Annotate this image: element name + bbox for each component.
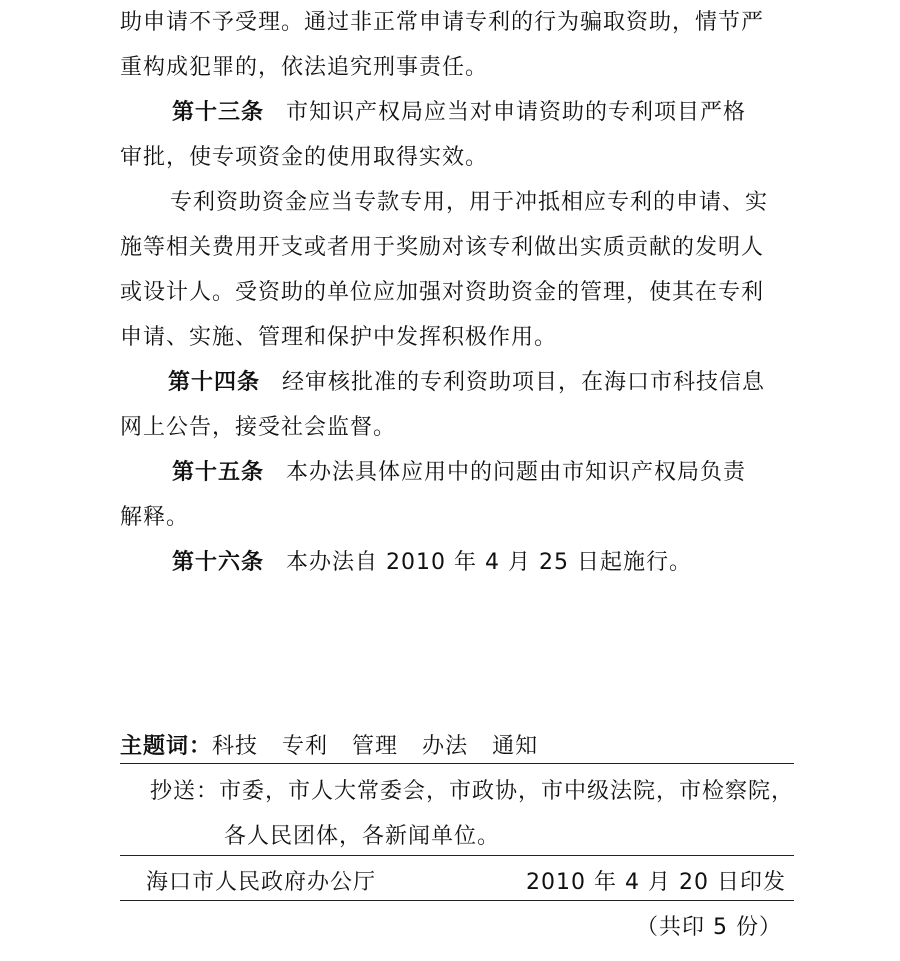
article-16-title: 第十六条	[172, 550, 265, 575]
article-16	[172, 548, 692, 578]
article-13-title: 第十三条	[172, 100, 265, 125]
keyword: 专利	[282, 734, 329, 759]
copies-count: （共印 5 份）	[636, 915, 782, 940]
body-line: 审批，使专项资金的使用取得实效。	[120, 145, 489, 170]
keywords-row	[120, 732, 538, 762]
article-15-text: 本办法具体应用中的问题由市知识产权局负责	[286, 460, 747, 485]
article-14	[168, 368, 765, 398]
body-line: 或设计人。受资助的单位应加强对资助资金的管理，使其在专利	[120, 280, 765, 305]
cc-line: 各人民团体，各新闻单位。	[224, 824, 501, 849]
cc-line: 抄送：市委，市人大常委会，市政协，市中级法院，市检察院，	[150, 779, 795, 804]
divider-rule	[120, 900, 794, 901]
issue-date: 2010 年 4 月 20 日印发	[526, 870, 786, 895]
article-14-text: 经审核批准的专利资助项目，在海口市科技信息	[282, 370, 766, 395]
body-line: 重构成犯罪的，依法追究刑事责任。	[120, 55, 489, 80]
body-line: 解释。	[120, 505, 190, 530]
article-15-title: 第十五条	[172, 460, 265, 485]
issuer: 海口市人民政府办公厅	[146, 870, 377, 895]
keywords-label: 主题词：	[120, 734, 213, 759]
body-line: 申请、实施、管理和保护中发挥积极作用。	[120, 325, 558, 350]
keyword: 科技	[212, 734, 259, 759]
keyword: 管理	[352, 734, 399, 759]
body-line: 助申请不予受理。通过非正常申请专利的行为骗取资助，情节严	[120, 10, 765, 35]
article-14-title: 第十四条	[168, 370, 261, 395]
article-15	[172, 458, 746, 488]
body-line: 专利资助资金应当专款专用，用于冲抵相应专利的申请、实	[170, 190, 769, 215]
body-line: 施等相关费用开支或者用于奖励对该专利做出实质贡献的发明人	[120, 235, 765, 260]
article-16-text: 本办法自 2010 年 4 月 25 日起施行。	[286, 550, 692, 575]
keyword: 办法	[422, 734, 469, 759]
keyword: 通知	[492, 734, 539, 759]
article-13-text: 市知识产权局应当对申请资助的专利项目严格	[286, 100, 747, 125]
article-13	[172, 98, 746, 128]
divider-rule	[120, 763, 794, 764]
divider-rule	[120, 855, 794, 856]
body-line: 网上公告，接受社会监督。	[120, 415, 397, 440]
